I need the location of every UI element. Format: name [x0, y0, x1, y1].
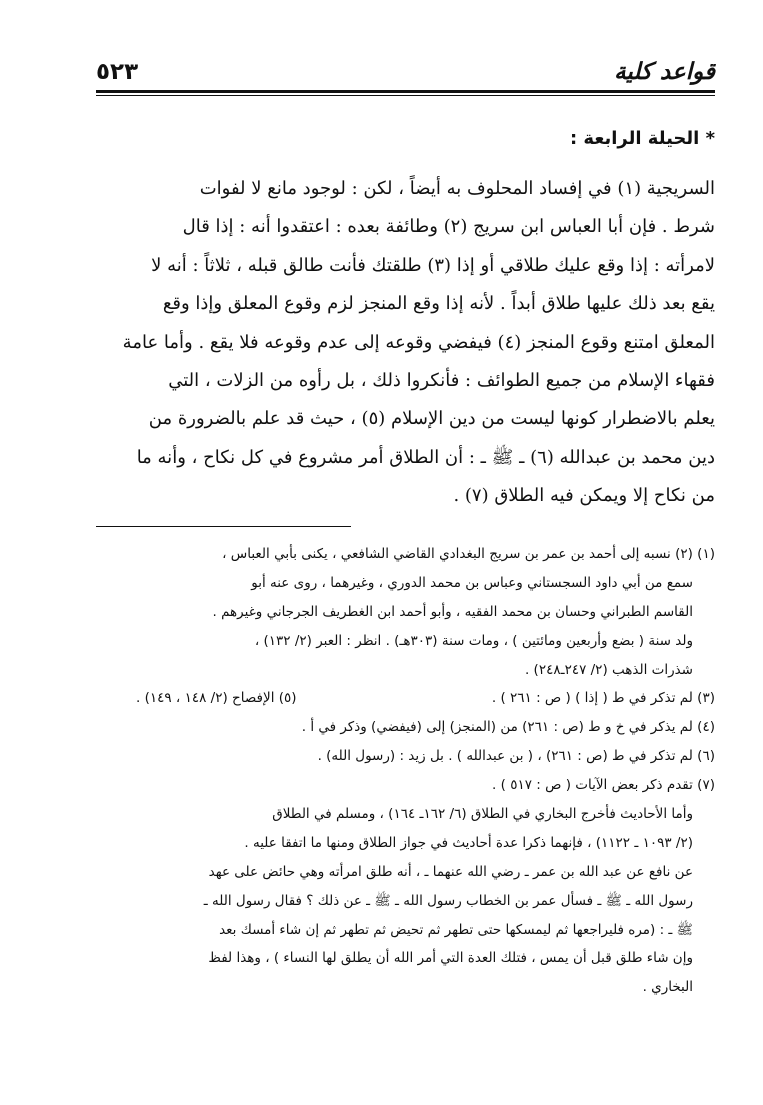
footnote-line: رسول الله ـ ﷺ ـ فسأل عمر بن الخطاب رسول الله ـ ﷺ ـ عن ذلك ؟ فقال رسول الله ـ: [203, 892, 693, 909]
footnote-line: عن نافع عن عبد الله بن عمر ـ رضي الله عنهما ـ ، أنه طلق امرأته وهي حائض على عهد: [208, 863, 693, 880]
body-line: المعلق امتنع وقوع المنجز (٤) فيفضي وقوعه إلى عدم وقوعه فلا يقع . وأما عامة: [122, 331, 715, 353]
body-line: لامرأته : إذا وقع عليك طلاقي أو إذا (٣) طلقتك فأنت طالق قبله ، ثلاثاً : أنه لا: [151, 254, 715, 276]
footnote-line: شذرات الذهب (٢/ ٢٤٧ـ٢٤٨) .: [524, 661, 693, 678]
body-line: فقهاء الإسلام من جميع الطوائف : فأنكروا ذلك ، بل رأوه من الزلات ، التي: [168, 369, 715, 391]
body-text: [96, 170, 715, 516]
body-line: من نكاح إلا ويمكن فيه الطلاق (٧) .: [453, 485, 715, 507]
footnote-line: وإن شاء طلق قبل أن يمس ، فتلك العدة التي أمر الله أن يطلق لها النساء ) ، وهذا لفظ: [208, 950, 693, 967]
body-line: شرط . فإن أبا العباس ابن سريج (٢) وطائفة بعده : اعتقدوا أنه : إذا قال: [182, 216, 715, 238]
footnote-separator: [96, 526, 351, 527]
footnote-line: (٢/ ١٠٩٣ ـ ١١٢٢) ، فإنهما ذكرا عدة أحاديث في جواز الطلاق ومنها ما اتفقا عليه .: [244, 834, 693, 851]
footnote-line: القاسم الطبراني وحسان بن محمد الفقيه ، وأبو أحمد ابن الغطريف الجرجاني وغيرهم .: [212, 603, 693, 620]
page-header: [96, 48, 715, 96]
footnote-line: ﷺ ـ : (مره فليراجعها ثم ليمسكها حتى تطهر ثم تحيض ثم تطهر ثم إن شاء أمسك بعد: [219, 921, 693, 938]
page-number: ٥٢٣: [96, 59, 139, 85]
body-line: يعلم بالاضطرار كونها ليست من دين الإسلام (٥) ، حيث قد علم بالضرورة من: [148, 408, 715, 430]
body-line: السريجية (١) في إفساد المحلوف به أيضاً ، لكن : لوجود مانع لا لفوات: [199, 178, 715, 199]
body-line: دين محمد بن عبدالله (٦) ـ ﷺ ـ : أن الطلاق أمر مشروع في كل نكاح ، وأنه ما: [136, 446, 715, 468]
footnote-line: البخاري .: [642, 979, 693, 996]
footnote-7: (٧) تقدم ذكر بعض الآيات ( ص : ٥١٧ ) .: [492, 777, 715, 794]
footnote-4: (٤) لم يذكر في خ و ط (ص : ٢٦١) من (المنجز) إلى (فيفضي) وذكر في أ .: [301, 719, 715, 736]
header-rule-thin: [96, 95, 715, 96]
footnote-5: (٥) الإفصاح (٢/ ١٤٨ ، ١٤٩) .: [136, 690, 297, 707]
footnotes: [96, 540, 715, 1002]
footnote-pair: [96, 684, 715, 713]
footnote-line: وأما الأحاديث فأخرج البخاري في الطلاق (٦/ ١٦٢ـ ١٦٤) ، ومسلم في الطلاق: [272, 806, 693, 823]
footnote-6: (٦) لم تذكر في ط (ص : ٢٦١) ، ( بن عبدالله ) . بل زيد : (رسول الله) .: [317, 748, 715, 765]
body-line: يقع بعد ذلك عليها طلاق أبداً . لأنه إذا وقع المنجز لزم وقوع المعلق وإذا وقع: [162, 293, 715, 315]
footnote-line: (١) (٢) نسبه إلى أحمد بن عمر بن سريج البغدادي القاضي الشافعي ، يكنى بأبي العباس ،: [222, 546, 715, 562]
running-title: قواعد كلية: [614, 59, 715, 85]
section-heading: * الحيلة الرابعة :: [569, 128, 715, 149]
header-rule-thick: [96, 90, 715, 93]
footnote-line: ولد سنة ( بضع وأربعين ومائتين ) ، ومات سنة (٣٠٣هـ) . انظر : العبر (٢/ ١٣٢) ،: [254, 632, 693, 649]
footnote-line: سمع من أبي داود السجستاني وعباس بن محمد الدوري ، وغيرهما ، روى عنه أبو: [251, 574, 693, 591]
footnote-3: (٣) لم تذكر في ط ( إذا ) ( ص : ٢٦١ ) .: [491, 690, 715, 707]
